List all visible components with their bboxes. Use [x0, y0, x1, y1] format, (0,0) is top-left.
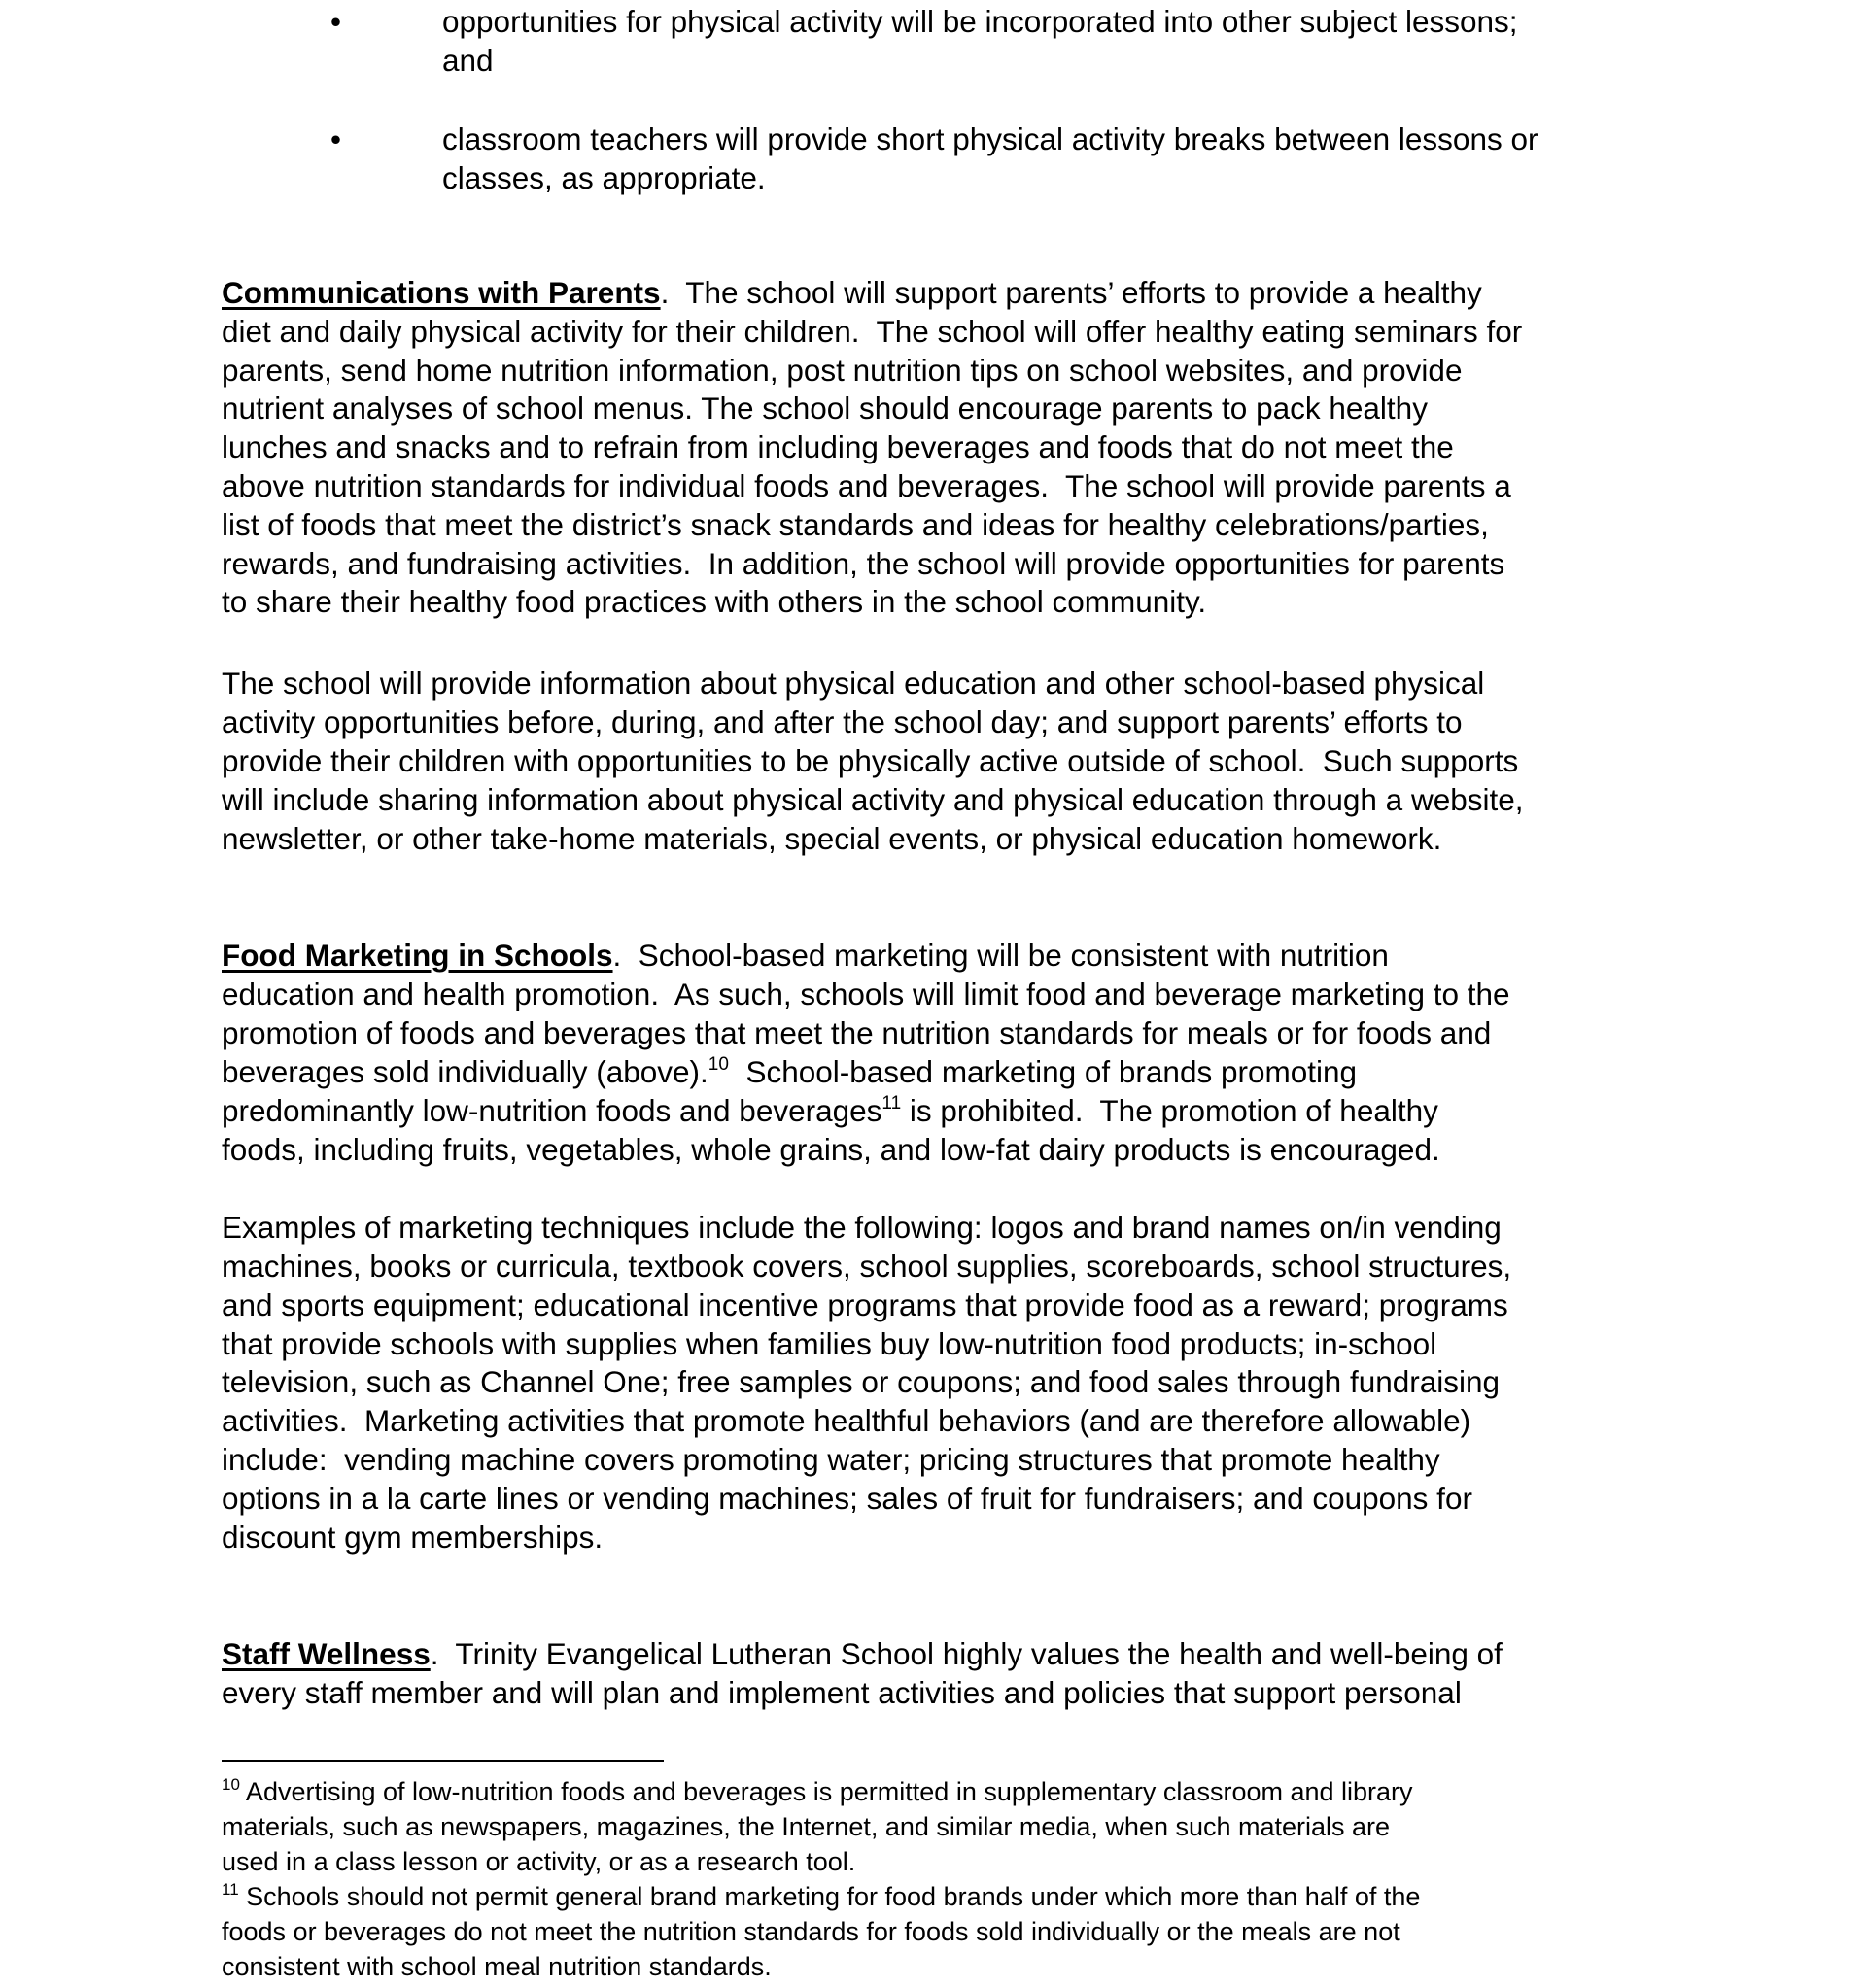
- paragraph-line: lunches and snacks and to refrain from including beverages and foods that do not meet the: [222, 429, 1454, 464]
- paragraph-line: parents, send home nutrition information, post nutrition tips on school websites, and provide: [222, 353, 1463, 388]
- paragraph-line: education and health promotion. As such, schools will limit food and beverage marketing to the: [222, 977, 1510, 1011]
- section-heading: Food Marketing in Schools: [222, 938, 613, 973]
- bullet-icon: •: [330, 4, 342, 39]
- section-heading: Communications with Parents: [222, 275, 661, 310]
- paragraph-line: [222, 1052, 1357, 1091]
- paragraph-line: promotion of foods and beverages that meet the nutrition standards for meals or for foods and: [222, 1015, 1492, 1050]
- paragraph-line: machines, books or curricula, textbook covers, school supplies, scoreboards, school structures,: [222, 1249, 1512, 1284]
- paragraph-line: to share their healthy food practices with others in the school community.: [222, 584, 1207, 619]
- paragraph-text: School-based marketing of brands promoting: [728, 1054, 1358, 1089]
- paragraph-line: diet and daily physical activity for their children. The school will offer healthy eating seminars for: [222, 314, 1523, 349]
- paragraph-line: [222, 1091, 1438, 1130]
- paragraph-text: . Trinity Evangelical Lutheran School highly values the health and well-being of: [430, 1636, 1503, 1671]
- paragraph-line: television, such as Channel One; free samples or coupons; and food sales through fundraising: [222, 1364, 1501, 1399]
- bullet-item-text: and: [442, 43, 494, 78]
- footnote-10: [222, 1774, 1413, 1809]
- bullet-item-text: opportunities for physical activity will be incorporated into other subject lessons;: [442, 4, 1518, 39]
- footnote-line: consistent with school meal nutrition standards.: [222, 1952, 772, 1981]
- footnote-text: Schools should not permit general brand marketing for food brands under which more than half of the: [238, 1882, 1421, 1911]
- paragraph-line: list of foods that meet the district’s snack standards and ideas for healthy celebrations/parties,: [222, 507, 1489, 542]
- paragraph-line: newsletter, or other take-home materials, special events, or physical education homework.: [222, 821, 1442, 856]
- footnote-line: used in a class lesson or activity, or as a research tool.: [222, 1847, 856, 1876]
- paragraph-line: rewards, and fundraising activities. In addition, the school will provide opportunities for parents: [222, 546, 1505, 581]
- paragraph-line: every staff member and will plan and implement activities and policies that support personal: [222, 1675, 1462, 1710]
- section-heading: Staff Wellness: [222, 1636, 431, 1671]
- paragraph-line: The school will provide information about physical education and other school-based physical: [222, 666, 1485, 701]
- bullet-icon: •: [330, 121, 342, 156]
- bullet-item-text: classes, as appropriate.: [442, 160, 766, 195]
- footnote-number: 11: [222, 1880, 239, 1899]
- footnote-separator: [222, 1760, 664, 1762]
- paragraph-text: is prohibited. The promotion of healthy: [901, 1093, 1438, 1128]
- paragraph-line: foods, including fruits, vegetables, whole grains, and low-fat dairy products is encouraged.: [222, 1132, 1440, 1167]
- paragraph-line: [222, 936, 1389, 975]
- footnote-text: Advertising of low-nutrition foods and beverages is permitted in supplementary classroom and library: [239, 1777, 1413, 1806]
- paragraph-line: include: vending machine covers promoting water; pricing structures that promote healthy: [222, 1442, 1440, 1477]
- paragraph-text: predominantly low-nutrition foods and beverages: [222, 1093, 882, 1128]
- paragraph-text: . School-based marketing will be consistent with nutrition: [612, 938, 1389, 973]
- footnote-reference-10[interactable]: 10: [708, 1054, 729, 1075]
- paragraph-line: activities. Marketing activities that promote healthful behaviors (and are therefore allowable): [222, 1403, 1471, 1438]
- paragraph-line: that provide schools with supplies when families buy low-nutrition food products; in-school: [222, 1326, 1437, 1361]
- footnote-reference-11[interactable]: 11: [881, 1093, 902, 1114]
- paragraph-text: beverages sold individually (above).: [222, 1054, 708, 1089]
- footnote-line: materials, such as newspapers, magazines, the Internet, and similar media, when such materials are: [222, 1812, 1391, 1841]
- paragraph-line: will include sharing information about physical activity and physical education through a website,: [222, 782, 1524, 817]
- footnote-11: [222, 1879, 1420, 1914]
- paragraph-line: activity opportunities before, during, and after the school day; and support parents’ efforts to: [222, 704, 1463, 739]
- paragraph-text: . The school will support parents’ efforts to provide a healthy: [660, 275, 1482, 310]
- paragraph-line: [222, 1634, 1503, 1673]
- bullet-item-text: classroom teachers will provide short physical activity breaks between lessons or: [442, 121, 1538, 156]
- paragraph-line: provide their children with opportunities to be physically active outside of school. Such supports: [222, 743, 1519, 778]
- paragraph-line: nutrient analyses of school menus. The school should encourage parents to pack healthy: [222, 391, 1428, 426]
- paragraph-line: discount gym memberships.: [222, 1520, 604, 1555]
- paragraph-line: [222, 273, 1482, 312]
- footnote-line: foods or beverages do not meet the nutrition standards for foods sold individually or the meals are not: [222, 1917, 1400, 1946]
- paragraph-line: above nutrition standards for individual foods and beverages. The school will provide parents a: [222, 468, 1511, 503]
- paragraph-line: Examples of marketing techniques include the following: logos and brand names on/in vending: [222, 1210, 1502, 1245]
- footnote-number: 10: [222, 1775, 240, 1794]
- paragraph-line: options in a la carte lines or vending machines; sales of fruit for fundraisers; and coupons for: [222, 1481, 1472, 1516]
- paragraph-line: and sports equipment; educational incentive programs that provide food as a reward; programs: [222, 1287, 1508, 1322]
